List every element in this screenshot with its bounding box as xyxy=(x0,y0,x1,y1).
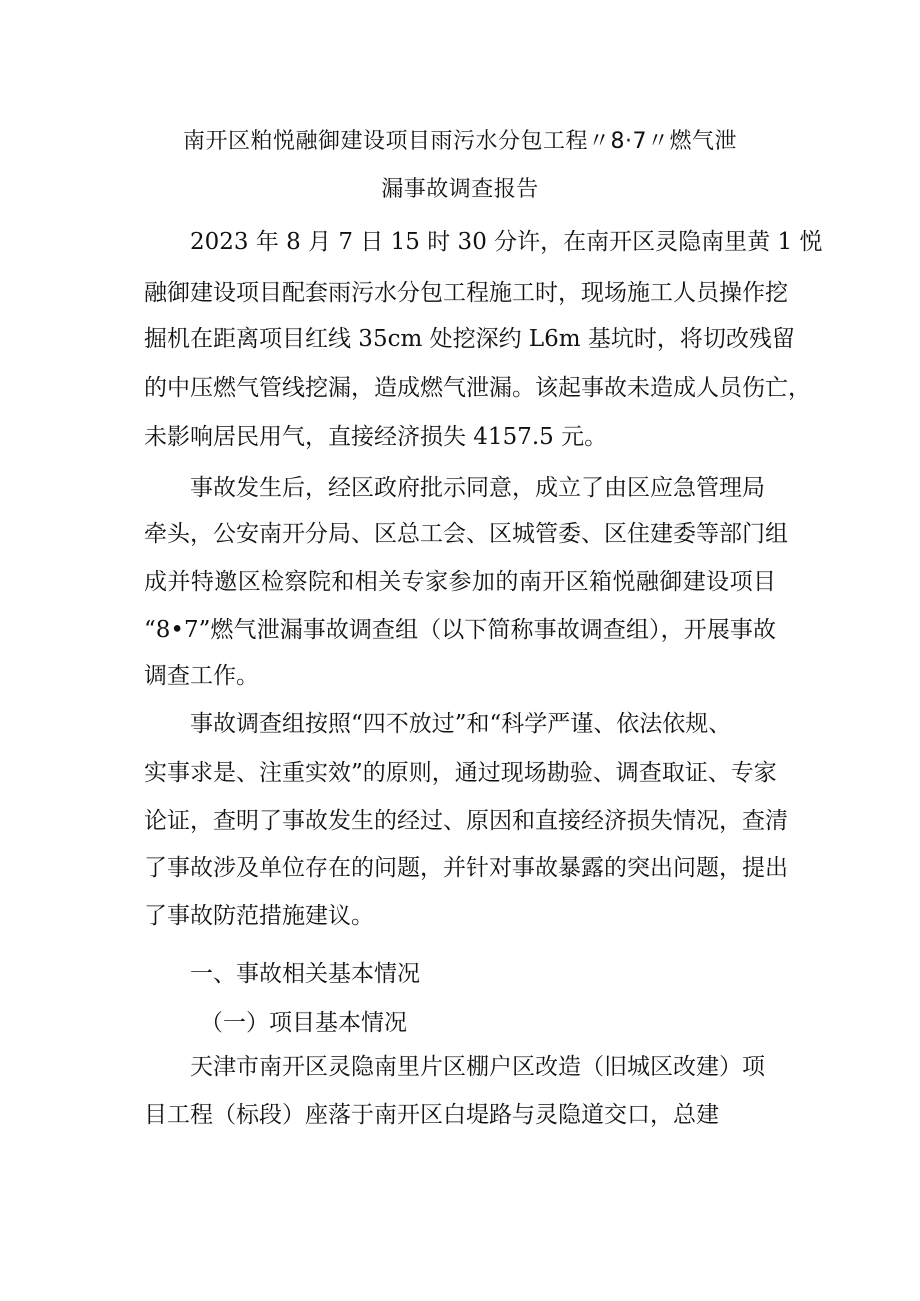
paragraph-line: 融御建设项目配套雨污水分包工程施工时，现场施工人员操作挖 xyxy=(144,280,788,306)
paragraph-line: 牵头，公安南开分局、区总工会、区城管委、区住建委等部门组 xyxy=(144,521,788,547)
paragraph-line: 实事求是、注重实效”的原则，通过现场勘验、调查取证、专家 xyxy=(144,760,777,786)
document-title-line-2: 漏事故调查报告 xyxy=(381,177,539,202)
document-title-line-1: 南开区粕悦融御建设项目雨污水分包工程〃8·7〃燃气泄 xyxy=(183,129,737,154)
paragraph-line: 了事故涉及单位存在的问题，并针对事故暴露的突出问题，提出 xyxy=(144,855,788,881)
paragraph-line: 调查工作。 xyxy=(144,663,259,689)
paragraph-line: 目工程（标段）座落于南开区白堤路与灵隐道交口，总建 xyxy=(144,1102,719,1128)
paragraph-line: 掘机在距离项目红线 35cm 处挖深约 L6m 基坑时，将切改残留 xyxy=(144,326,795,352)
paragraph-line: “8•7”燃气泄漏事故调查组（以下简称事故调查组），开展事故 xyxy=(144,617,776,643)
paragraph-line: 的中压燃气管线挖漏，造成燃气泄漏。该起事故未造成人员伤亡， xyxy=(144,375,811,401)
paragraph-line: 事故调查组按照“四不放过”和“科学严谨、依法依规、 xyxy=(190,711,732,737)
paragraph-line: 天津市南开区灵隐南里片区棚户区改造（旧城区改建）项 xyxy=(190,1054,765,1080)
section-heading: 一、事故相关基本情况 xyxy=(190,961,420,987)
paragraph-line: 了事故防范措施建议。 xyxy=(144,903,374,929)
paragraph-line: 未影响居民用气，直接经济损失 4157.5 元。 xyxy=(144,424,608,450)
paragraph-line: 论证，查明了事故发生的经过、原因和直接经济损失情况，查清 xyxy=(144,808,788,834)
paragraph-line: 事故发生后，经区政府批示同意，成立了由区应急管理局 xyxy=(190,475,765,501)
paragraph-line: 成并特邀区检察院和相关专家参加的南开区箱悦融御建设项目 xyxy=(144,569,776,595)
subsection-heading: （一）项目基本情况 xyxy=(200,1010,407,1036)
paragraph-line: 2023 年 8 月 7 日 15 时 30 分许，在南开区灵隐南里黄 1 悦 xyxy=(190,229,823,255)
